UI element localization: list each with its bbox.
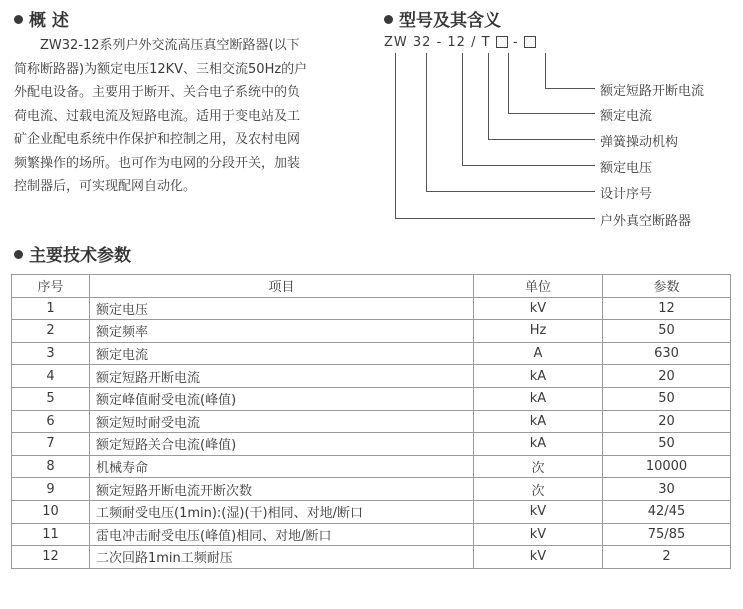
connector-line [508,53,509,113]
table-row [12,523,731,546]
row-unit: kV [474,500,603,523]
table-row [12,478,731,501]
bullet-icon [384,15,393,24]
column-header: 单位 [474,275,603,298]
row-unit: Hz [474,320,603,343]
model-code-dash: - [512,35,519,50]
model-label: 额定短路开断电流 [600,84,705,99]
row-unit: kV [474,523,603,546]
row-unit: 次 [474,478,603,501]
row-index: 2 [12,320,90,343]
row-index: 8 [12,455,90,478]
row-value: 12 [603,297,731,320]
row-index: 9 [12,478,90,501]
table-row [12,320,731,343]
model-label: 弹簧操动机构 [600,135,679,150]
column-header: 项目 [90,275,474,298]
table-row [12,297,731,320]
row-value: 2 [603,546,731,569]
row-value: 50 [603,320,731,343]
row-item: 额定短时耐受电流 [90,410,474,433]
column-header: 序号 [12,275,90,298]
column-header: 参数 [603,275,731,298]
params-title: 主要技术参数 [29,246,131,266]
row-unit: 次 [474,455,603,478]
row-item: 额定电流 [90,342,474,365]
connector-line [488,139,595,140]
model-label: 设计序号 [600,187,653,202]
overview-line: 频繁操作的场所。也可作为电网的分段开关，加装 [14,155,301,171]
row-item: 额定短路开断电流开断次数 [90,478,474,501]
connector-line [508,113,595,114]
row-item: 工频耐受电压(1min):(湿)(干)相同、对地/断口 [90,500,474,523]
placeholder-box-icon [496,36,508,48]
row-value: 75/85 [603,523,731,546]
params-table [11,274,731,569]
row-index: 10 [12,500,90,523]
connector-line [488,53,489,139]
row-index: 5 [12,387,90,410]
row-value: 630 [603,342,731,365]
table-row [12,433,731,456]
overview-line: 简称断路器)为额定电压12KV、三相交流50Hz的户 [14,61,308,77]
row-index: 11 [12,523,90,546]
row-item: 二次回路1min工频耐压 [90,546,474,569]
row-item: 额定电压 [90,297,474,320]
row-unit: kA [474,410,603,433]
model-title: 型号及其含义 [399,11,501,31]
row-value: 20 [603,410,731,433]
overview-line: ZW32-12系列户外交流高压真空断路器(以下 [40,38,300,53]
table-row [12,365,731,388]
row-unit: kA [474,433,603,456]
overview-line: 外配电设备。主要用于断开、关合电子系统中的负 [14,85,301,100]
row-index: 3 [12,342,90,365]
params-heading [14,241,131,266]
table-row [12,387,731,410]
row-unit: A [474,342,603,365]
model-label: 户外真空断路器 [600,214,692,229]
overview-line: 荷电流、过载电流及短路电流。适用于变电站及工 [14,108,301,124]
model-heading [384,6,501,31]
connector-line [462,165,595,166]
model-label: 额定电流 [600,109,653,124]
connector-line [545,53,546,88]
connector-line [426,191,595,192]
row-value: 20 [603,365,731,388]
overview-title: 概 述 [29,11,69,31]
table-header-row [12,275,731,298]
connector-line [545,88,595,89]
row-value: 50 [603,433,731,456]
row-index: 6 [12,410,90,433]
connector-line [395,53,396,218]
connector-line [395,218,595,219]
model-code-prefix: ZW 32 - 12 / T [384,35,491,50]
row-value: 42/45 [603,500,731,523]
connector-line [426,53,427,191]
row-item: 雷电冲击耐受电压(峰值)相同、对地/断口 [90,523,474,546]
row-item: 额定峰值耐受电流(峰值) [90,387,474,410]
row-item: 额定短路关合电流(峰值) [90,433,474,456]
row-unit: kA [474,365,603,388]
table-row [12,410,731,433]
row-index: 4 [12,365,90,388]
table-row [12,342,731,365]
row-item: 机械寿命 [90,455,474,478]
placeholder-box-icon [524,36,536,48]
model-label: 额定电压 [600,161,653,176]
connector-line [462,53,463,165]
overview-line: 控制器后，可实现配网自动化。 [14,179,197,194]
row-index: 1 [12,297,90,320]
overview-heading [14,6,69,31]
bullet-icon [14,250,23,259]
row-index: 7 [12,433,90,456]
row-value: 10000 [603,455,731,478]
row-index: 12 [12,546,90,569]
table-row [12,500,731,523]
row-unit: kV [474,297,603,320]
row-unit: kV [474,546,603,569]
bullet-icon [14,15,23,24]
row-value: 30 [603,478,731,501]
model-code [384,35,536,50]
row-item: 额定频率 [90,320,474,343]
table-row [12,546,731,569]
table-row [12,455,731,478]
row-value: 50 [603,387,731,410]
row-unit: kA [474,387,603,410]
overview-line: 矿企业配电系统中作保护和控制之用，及农村电网 [14,132,301,147]
overview-paragraph [14,34,374,199]
row-item: 额定短路开断电流 [90,365,474,388]
